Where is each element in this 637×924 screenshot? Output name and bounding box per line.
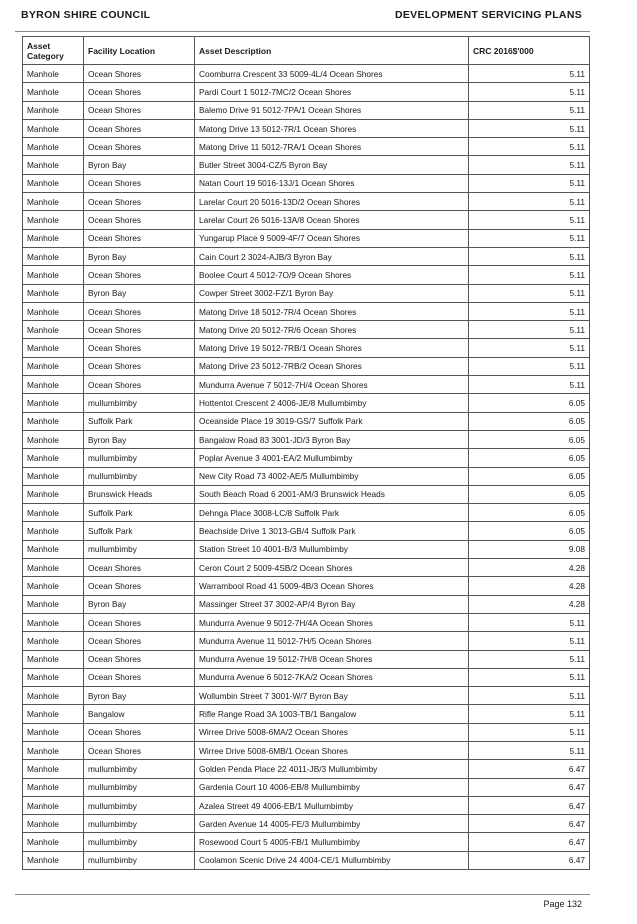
crc-value-cell: 4.28 bbox=[469, 595, 590, 613]
crc-value-cell: 6.05 bbox=[469, 449, 590, 467]
asset-description-cell: Butler Street 3004-CZ/5 Byron Bay bbox=[195, 156, 469, 174]
asset-description-cell: Massinger Street 37 3002-AP/4 Byron Bay bbox=[195, 595, 469, 613]
facility-location-cell: Ocean Shores bbox=[84, 101, 195, 119]
crc-value-cell: 6.05 bbox=[469, 430, 590, 448]
table-row bbox=[23, 449, 590, 467]
asset-category-cell: Manhole bbox=[23, 449, 84, 467]
table-row bbox=[23, 595, 590, 613]
table-row bbox=[23, 632, 590, 650]
crc-value-cell: 5.11 bbox=[469, 741, 590, 759]
asset-description-cell: Matong Drive 18 5012-7R/4 Ocean Shores bbox=[195, 302, 469, 320]
facility-location-cell: Ocean Shores bbox=[84, 65, 195, 83]
facility-location-cell: Byron Bay bbox=[84, 430, 195, 448]
table-row bbox=[23, 485, 590, 503]
asset-description-cell: Golden Penda Place 22 4011-JB/3 Mullumbimby bbox=[195, 760, 469, 778]
crc-value-cell: 5.11 bbox=[469, 668, 590, 686]
crc-value-cell: 6.05 bbox=[469, 522, 590, 540]
facility-location-cell: mullumbimby bbox=[84, 760, 195, 778]
asset-description-cell: Dehnga Place 3008-LC/8 Suffolk Park bbox=[195, 504, 469, 522]
crc-value-cell: 5.11 bbox=[469, 632, 590, 650]
asset-description-cell: South Beach Road 6 2001-AM/3 Brunswick Heads bbox=[195, 485, 469, 503]
asset-category-cell: Manhole bbox=[23, 156, 84, 174]
table-row bbox=[23, 321, 590, 339]
asset-description-cell: Cain Court 2 3024-AJB/3 Byron Bay bbox=[195, 247, 469, 265]
facility-location-cell: Ocean Shores bbox=[84, 723, 195, 741]
facility-location-cell: Ocean Shores bbox=[84, 668, 195, 686]
facility-location-cell: mullumbimby bbox=[84, 833, 195, 851]
asset-category-cell: Manhole bbox=[23, 668, 84, 686]
facility-location-cell: Ocean Shores bbox=[84, 119, 195, 137]
asset-category-cell: Manhole bbox=[23, 229, 84, 247]
table-row bbox=[23, 778, 590, 796]
table-row bbox=[23, 833, 590, 851]
table-row bbox=[23, 705, 590, 723]
asset-description-cell: Mundurra Avenue 11 5012-7H/5 Ocean Shores bbox=[195, 632, 469, 650]
crc-value-cell: 6.47 bbox=[469, 833, 590, 851]
crc-value-cell: 5.11 bbox=[469, 211, 590, 229]
asset-category-cell: Manhole bbox=[23, 833, 84, 851]
facility-location-cell: Ocean Shores bbox=[84, 339, 195, 357]
asset-category-cell: Manhole bbox=[23, 559, 84, 577]
asset-category-cell: Manhole bbox=[23, 193, 84, 211]
asset-category-cell: Manhole bbox=[23, 339, 84, 357]
table-row bbox=[23, 229, 590, 247]
table-row bbox=[23, 394, 590, 412]
asset-category-cell: Manhole bbox=[23, 357, 84, 375]
crc-value-cell: 5.11 bbox=[469, 174, 590, 192]
facility-location-cell: Ocean Shores bbox=[84, 229, 195, 247]
asset-description-cell: New City Road 73 4002-AE/5 Mullumbimby bbox=[195, 467, 469, 485]
table-row bbox=[23, 815, 590, 833]
table-row bbox=[23, 687, 590, 705]
crc-value-cell: 6.47 bbox=[469, 851, 590, 869]
asset-category-cell: Manhole bbox=[23, 632, 84, 650]
asset-description-cell: Matong Drive 11 5012-7RA/1 Ocean Shores bbox=[195, 138, 469, 156]
asset-description-cell: Azalea Street 49 4006-EB/1 Mullumbimby bbox=[195, 796, 469, 814]
crc-value-cell: 6.47 bbox=[469, 796, 590, 814]
crc-value-cell: 6.05 bbox=[469, 467, 590, 485]
asset-category-cell: Manhole bbox=[23, 577, 84, 595]
column-header-asset-category: Asset Category bbox=[23, 37, 84, 65]
header-divider bbox=[15, 31, 590, 32]
facility-location-cell: mullumbimby bbox=[84, 796, 195, 814]
asset-category-cell: Manhole bbox=[23, 101, 84, 119]
table-row bbox=[23, 101, 590, 119]
column-header-facility-location: Facility Location bbox=[84, 37, 195, 65]
asset-description-cell: Mundurra Avenue 7 5012-7H/4 Ocean Shores bbox=[195, 376, 469, 394]
facility-location-cell: Ocean Shores bbox=[84, 302, 195, 320]
page-header bbox=[21, 9, 582, 25]
crc-value-cell: 5.11 bbox=[469, 83, 590, 101]
asset-description-cell: Matong Drive 19 5012-7RB/1 Ocean Shores bbox=[195, 339, 469, 357]
asset-description-cell: Larelar Court 26 5016-13A/8 Ocean Shores bbox=[195, 211, 469, 229]
facility-location-cell: Byron Bay bbox=[84, 156, 195, 174]
asset-category-cell: Manhole bbox=[23, 613, 84, 631]
facility-location-cell: Byron Bay bbox=[84, 687, 195, 705]
column-header-crc: CRC 2016$'000 bbox=[469, 37, 590, 65]
facility-location-cell: Byron Bay bbox=[84, 595, 195, 613]
asset-description-cell: Warrambool Road 41 5009-4B/3 Ocean Shores bbox=[195, 577, 469, 595]
asset-category-cell: Manhole bbox=[23, 650, 84, 668]
crc-value-cell: 6.05 bbox=[469, 504, 590, 522]
facility-location-cell: mullumbimby bbox=[84, 778, 195, 796]
asset-category-cell: Manhole bbox=[23, 83, 84, 101]
table-row bbox=[23, 741, 590, 759]
crc-value-cell: 5.11 bbox=[469, 613, 590, 631]
asset-category-cell: Manhole bbox=[23, 302, 84, 320]
facility-location-cell: Ocean Shores bbox=[84, 321, 195, 339]
crc-value-cell: 5.11 bbox=[469, 247, 590, 265]
crc-value-cell: 6.47 bbox=[469, 760, 590, 778]
asset-description-cell: Boolee Court 4 5012-7O/9 Ocean Shores bbox=[195, 266, 469, 284]
asset-category-cell: Manhole bbox=[23, 705, 84, 723]
asset-category-cell: Manhole bbox=[23, 540, 84, 558]
crc-value-cell: 6.05 bbox=[469, 394, 590, 412]
table-row bbox=[23, 504, 590, 522]
asset-category-cell: Manhole bbox=[23, 815, 84, 833]
crc-value-cell: 6.05 bbox=[469, 412, 590, 430]
asset-description-cell: Yungarup Place 9 5009-4F/7 Ocean Shores bbox=[195, 229, 469, 247]
facility-location-cell: Byron Bay bbox=[84, 247, 195, 265]
crc-value-cell: 4.28 bbox=[469, 577, 590, 595]
asset-description-cell: Rifle Range Road 3A 1003-TB/1 Bangalow bbox=[195, 705, 469, 723]
facility-location-cell: mullumbimby bbox=[84, 540, 195, 558]
crc-value-cell: 5.11 bbox=[469, 193, 590, 211]
table-row bbox=[23, 119, 590, 137]
table-row bbox=[23, 723, 590, 741]
facility-location-cell: Ocean Shores bbox=[84, 138, 195, 156]
facility-location-cell: Byron Bay bbox=[84, 284, 195, 302]
asset-description-cell: Pardi Court 1 5012-7MC/2 Ocean Shores bbox=[195, 83, 469, 101]
table-row bbox=[23, 796, 590, 814]
facility-location-cell: mullumbimby bbox=[84, 394, 195, 412]
facility-location-cell: mullumbimby bbox=[84, 815, 195, 833]
asset-description-cell: Hottentot Crescent 2 4006-JE/8 Mullumbimby bbox=[195, 394, 469, 412]
crc-value-cell: 5.11 bbox=[469, 687, 590, 705]
asset-category-cell: Manhole bbox=[23, 376, 84, 394]
asset-description-cell: Matong Drive 20 5012-7R/6 Ocean Shores bbox=[195, 321, 469, 339]
column-header-asset-description: Asset Description bbox=[195, 37, 469, 65]
asset-category-cell: Manhole bbox=[23, 284, 84, 302]
facility-location-cell: Ocean Shores bbox=[84, 266, 195, 284]
asset-category-cell: Manhole bbox=[23, 394, 84, 412]
crc-value-cell: 6.47 bbox=[469, 815, 590, 833]
crc-value-cell: 5.11 bbox=[469, 266, 590, 284]
document-title: DEVELOPMENT SERVICING PLANS bbox=[394, 9, 582, 21]
table-row bbox=[23, 559, 590, 577]
table-row bbox=[23, 577, 590, 595]
asset-description-cell: Poplar Avenue 3 4001-EA/2 Mullumbimby bbox=[195, 449, 469, 467]
table-body bbox=[23, 65, 590, 870]
asset-description-cell: Oceanside Place 19 3019-GS/7 Suffolk Park bbox=[195, 412, 469, 430]
asset-category-cell: Manhole bbox=[23, 65, 84, 83]
crc-value-cell: 5.11 bbox=[469, 65, 590, 83]
asset-category-cell: Manhole bbox=[23, 741, 84, 759]
crc-value-cell: 5.11 bbox=[469, 357, 590, 375]
footer-divider bbox=[15, 894, 590, 895]
asset-category-cell: Manhole bbox=[23, 595, 84, 613]
facility-location-cell: Ocean Shores bbox=[84, 632, 195, 650]
asset-category-cell: Manhole bbox=[23, 266, 84, 284]
facility-location-cell: Suffolk Park bbox=[84, 504, 195, 522]
table-row bbox=[23, 156, 590, 174]
table-row bbox=[23, 668, 590, 686]
table-row bbox=[23, 266, 590, 284]
asset-description-cell: Cowper Street 3002-FZ/1 Byron Bay bbox=[195, 284, 469, 302]
asset-description-cell: Wirree Drive 5008-6MA/2 Ocean Shores bbox=[195, 723, 469, 741]
facility-location-cell: Ocean Shores bbox=[84, 613, 195, 631]
table-row bbox=[23, 83, 590, 101]
table-row bbox=[23, 65, 590, 83]
asset-description-cell: Rosewood Court 5 4005-FB/1 Mullumbimby bbox=[195, 833, 469, 851]
table-row bbox=[23, 284, 590, 302]
crc-value-cell: 4.28 bbox=[469, 559, 590, 577]
table-row bbox=[23, 247, 590, 265]
facility-location-cell: Ocean Shores bbox=[84, 193, 195, 211]
table-row bbox=[23, 430, 590, 448]
asset-description-cell: Mundurra Avenue 19 5012-7H/8 Ocean Shores bbox=[195, 650, 469, 668]
facility-location-cell: Bangalow bbox=[84, 705, 195, 723]
table-row bbox=[23, 522, 590, 540]
crc-value-cell: 5.11 bbox=[469, 101, 590, 119]
facility-location-cell: mullumbimby bbox=[84, 449, 195, 467]
facility-location-cell: Suffolk Park bbox=[84, 412, 195, 430]
asset-category-cell: Manhole bbox=[23, 485, 84, 503]
asset-category-cell: Manhole bbox=[23, 138, 84, 156]
crc-value-cell: 9.08 bbox=[469, 540, 590, 558]
table-row bbox=[23, 650, 590, 668]
crc-value-cell: 5.11 bbox=[469, 229, 590, 247]
asset-category-cell: Manhole bbox=[23, 467, 84, 485]
asset-description-cell: Mundurra Avenue 6 5012-7KA/2 Ocean Shores bbox=[195, 668, 469, 686]
facility-location-cell: Suffolk Park bbox=[84, 522, 195, 540]
asset-description-cell: Coomburra Crescent 33 5009-4L/4 Ocean Shores bbox=[195, 65, 469, 83]
table-row bbox=[23, 467, 590, 485]
asset-description-cell: Natan Court 19 5016-13J/1 Ocean Shores bbox=[195, 174, 469, 192]
table-row bbox=[23, 211, 590, 229]
asset-description-cell: Gardenia Court 10 4006-EB/8 Mullumbimby bbox=[195, 778, 469, 796]
crc-value-cell: 6.47 bbox=[469, 778, 590, 796]
facility-location-cell: Ocean Shores bbox=[84, 650, 195, 668]
asset-description-cell: Station Street 10 4001-B/3 Mullumbimby bbox=[195, 540, 469, 558]
asset-description-cell: Matong Drive 13 5012-7R/1 Ocean Shores bbox=[195, 119, 469, 137]
asset-category-cell: Manhole bbox=[23, 851, 84, 869]
asset-category-cell: Manhole bbox=[23, 321, 84, 339]
asset-category-cell: Manhole bbox=[23, 211, 84, 229]
table-row bbox=[23, 174, 590, 192]
table-row bbox=[23, 851, 590, 869]
table-row bbox=[23, 613, 590, 631]
table-row bbox=[23, 760, 590, 778]
facility-location-cell: Ocean Shores bbox=[84, 559, 195, 577]
facility-location-cell: Ocean Shores bbox=[84, 357, 195, 375]
facility-location-cell: Ocean Shores bbox=[84, 83, 195, 101]
asset-description-cell: Ceron Court 2 5009-4SB/2 Ocean Shores bbox=[195, 559, 469, 577]
asset-category-cell: Manhole bbox=[23, 522, 84, 540]
asset-description-cell: Balemo Drive 91 5012-7PA/1 Ocean Shores bbox=[195, 101, 469, 119]
asset-description-cell: Beachside Drive 1 3013-GB/4 Suffolk Park bbox=[195, 522, 469, 540]
crc-value-cell: 5.11 bbox=[469, 119, 590, 137]
crc-value-cell: 5.11 bbox=[469, 284, 590, 302]
asset-category-cell: Manhole bbox=[23, 119, 84, 137]
page-number: Page 132 bbox=[543, 899, 582, 909]
facility-location-cell: Ocean Shores bbox=[84, 577, 195, 595]
asset-table bbox=[22, 36, 590, 870]
facility-location-cell: Brunswick Heads bbox=[84, 485, 195, 503]
asset-description-cell: Garden Avenue 14 4005-FE/3 Mullumbimby bbox=[195, 815, 469, 833]
asset-description-cell: Matong Drive 23 5012-7RB/2 Ocean Shores bbox=[195, 357, 469, 375]
asset-description-cell: Mundurra Avenue 9 5012-7H/4A Ocean Shores bbox=[195, 613, 469, 631]
asset-category-cell: Manhole bbox=[23, 174, 84, 192]
facility-location-cell: mullumbimby bbox=[84, 851, 195, 869]
asset-description-cell: Bangalow Road 83 3001-JD/3 Byron Bay bbox=[195, 430, 469, 448]
table-header-row bbox=[23, 37, 590, 65]
council-name: BYRON SHIRE COUNCIL bbox=[21, 9, 151, 21]
facility-location-cell: Ocean Shores bbox=[84, 376, 195, 394]
crc-value-cell: 5.11 bbox=[469, 156, 590, 174]
crc-value-cell: 5.11 bbox=[469, 302, 590, 320]
facility-location-cell: Ocean Shores bbox=[84, 211, 195, 229]
asset-description-cell: Larelar Court 20 5016-13D/2 Ocean Shores bbox=[195, 193, 469, 211]
asset-category-cell: Manhole bbox=[23, 412, 84, 430]
crc-value-cell: 5.11 bbox=[469, 138, 590, 156]
crc-value-cell: 5.11 bbox=[469, 723, 590, 741]
asset-category-cell: Manhole bbox=[23, 504, 84, 522]
asset-description-cell: Wollumbin Street 7 3001-W/7 Byron Bay bbox=[195, 687, 469, 705]
facility-location-cell: Ocean Shores bbox=[84, 741, 195, 759]
facility-location-cell: mullumbimby bbox=[84, 467, 195, 485]
table-row bbox=[23, 339, 590, 357]
asset-category-cell: Manhole bbox=[23, 723, 84, 741]
asset-category-cell: Manhole bbox=[23, 796, 84, 814]
table-row bbox=[23, 357, 590, 375]
asset-category-cell: Manhole bbox=[23, 247, 84, 265]
asset-description-cell: Coolamon Scenic Drive 24 4004-CE/1 Mullumbimby bbox=[195, 851, 469, 869]
asset-description-cell: Wirree Drive 5008-6MB/1 Ocean Shores bbox=[195, 741, 469, 759]
crc-value-cell: 5.11 bbox=[469, 339, 590, 357]
asset-category-cell: Manhole bbox=[23, 760, 84, 778]
crc-value-cell: 5.11 bbox=[469, 705, 590, 723]
table-row bbox=[23, 302, 590, 320]
asset-category-cell: Manhole bbox=[23, 430, 84, 448]
crc-value-cell: 5.11 bbox=[469, 650, 590, 668]
table-row bbox=[23, 193, 590, 211]
table-row bbox=[23, 412, 590, 430]
asset-category-cell: Manhole bbox=[23, 778, 84, 796]
table-row bbox=[23, 376, 590, 394]
asset-category-cell: Manhole bbox=[23, 687, 84, 705]
crc-value-cell: 5.11 bbox=[469, 321, 590, 339]
crc-value-cell: 6.05 bbox=[469, 485, 590, 503]
table-row bbox=[23, 138, 590, 156]
table-row bbox=[23, 540, 590, 558]
facility-location-cell: Ocean Shores bbox=[84, 174, 195, 192]
crc-value-cell: 5.11 bbox=[469, 376, 590, 394]
